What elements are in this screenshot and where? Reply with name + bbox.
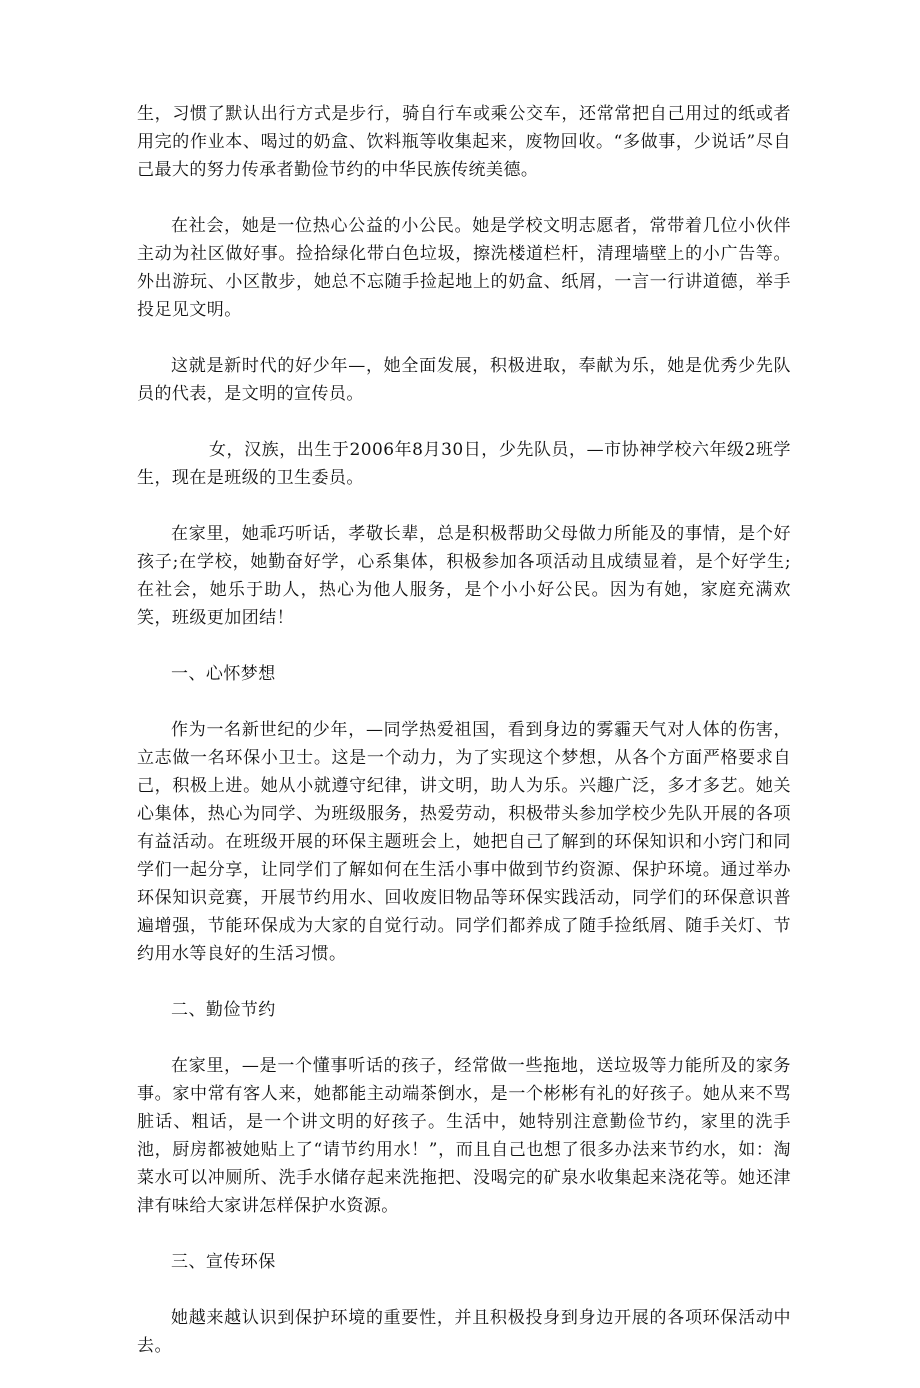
paragraph-habits: 生，习惯了默认出行方式是步行，骑自行车或乘公交车，还常常把自己用过的纸或者用完的作业本、喝过的奶盒、饮料瓶等收集起来，废物回收。“多做事，少说话”尽自己最大的努力传承者勤俭节约的中华民族传统美德。 <box>137 104 791 180</box>
paragraph-family-school: 在家里，她乖巧听话，孝敬长辈，总是积极帮助父母做力所能及的事情，是个好孩子;在学校，她勤奋好学，心系集体，积极参加各项活动且成绩显着，是个好学生;在社会，她乐于助人，热心为他人服务，是个小小好公民。因为有她，家庭充满欢笑，班级更加团结！ <box>137 524 791 628</box>
paragraph-society: 在社会，她是一位热心公益的小公民。她是学校文明志愿者，常带着几位小伙伴主动为社区做好事。捡拾绿化带白色垃圾，擦洗楼道栏杆，清理墙壁上的小广告等。外出游玩、小区散步，她总不忘随手捡起地上的奶盒、纸屑，一言一行讲道德，举手投足见文明。 <box>137 216 791 320</box>
section-heading-dream: 一、心怀梦想 <box>171 664 276 684</box>
paragraph-summary: 这就是新时代的好少年—，她全面发展，积极进取，奉献为乐，她是优秀少先队员的代表，是文明的宣传员。 <box>137 356 791 404</box>
paragraph-environment: 她越来越认识到保护环境的重要性，并且积极投身到身边开展的各项环保活动中去。 <box>137 1308 791 1356</box>
paragraph-thrift: 在家里，—是一个懂事听话的孩子，经常做一些拖地，送垃圾等力能所及的家务事。家中常有客人来，她都能主动端茶倒水，是一个彬彬有礼的好孩子。她从来不骂脏话、粗话，是一个讲文明的好孩子。生活中，她特别注意勤俭节约，家里的洗手池，厨房都被她贴上了“请节约用水！”，而且自己也想了很多办法来节约水，如：淘菜水可以冲厕所、洗手水储存起来洗拖把、没喝完的矿泉水收集起来浇花等。她还津津有味给大家讲怎样保护水资源。 <box>137 1056 791 1216</box>
paragraph-dream: 作为一名新世纪的少年，—同学热爱祖国，看到身边的雾霾天气对人体的伤害，立志做一名环保小卫士。这是一个动力，为了实现这个梦想，从各个方面严格要求自己，积极上进。她从小就遵守纪律，讲文明，助人为乐。兴趣广泛，多才多艺。她关心集体，热心为同学、为班级服务，热爱劳动，积极带头参加学校少先队开展的各项有益活动。在班级开展的环保主题班会上，她把自己了解到的环保知识和小窍门和同学们一起分享，让同学们了解如何在生活小事中做到节约资源、保护环境。通过举办环保知识竞赛，开展节约用水、回收废旧物品等环保实践活动，同学们的环保意识普遍增强，节能环保成为大家的自觉行动。同学们都养成了随手捡纸屑、随手关灯、节约用水等良好的生活习惯。 <box>137 720 791 964</box>
document-page <box>137 100 791 1388</box>
section-heading-environment: 三、宣传环保 <box>171 1252 276 1272</box>
paragraph-profile: 女，汉族，出生于2006年8月30日，少先队员，—市协神学校六年级2班学生，现在是班级的卫生委员。 <box>137 440 791 488</box>
section-heading-thrift: 二、勤俭节约 <box>171 1000 276 1020</box>
